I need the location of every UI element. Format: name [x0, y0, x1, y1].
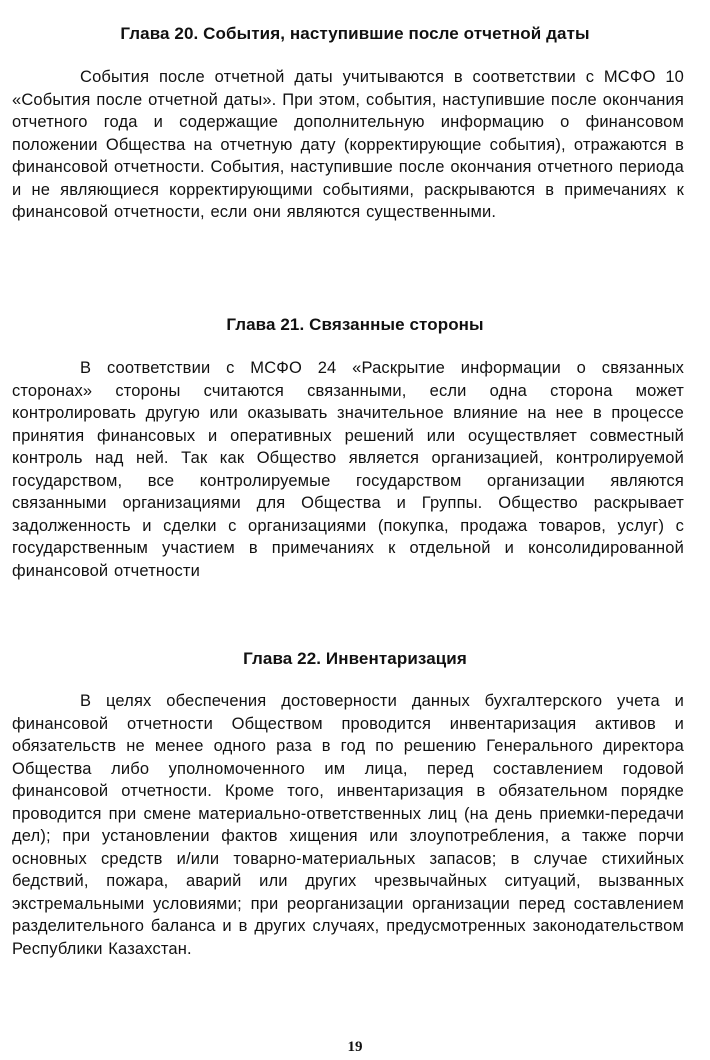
chapter-20-heading: Глава 20. События, наступившие после отчетной даты	[120, 24, 590, 43]
page-number: 19	[347, 1039, 363, 1055]
chapter-21-paragraph: В соответствии с МСФО 24 «Раскрытие информации о связанных сторонах» стороны считаются связанными, если одна сторона может контролировать другую или оказывать значительное влияние на нее в процессе принятия финансовых и оперативных решений или осуществляет совместный контроль над ней. Так как Общество является организацией, контролируемой государством, все контролируемые государством организации являются связанными организациями для Общества и Группы. Общество раскрывает задолженность и сделки с организациями (покупка, продажа товаров, услуг) с государственным участием в примечаниях к отдельной и консолидированной финансовой отчетности	[12, 359, 684, 580]
chapter-21-heading: Глава 21. Связанные стороны	[226, 315, 484, 334]
chapter-20-paragraph: События после отчетной даты учитываются в соответствии с МСФО 10 «События после отчетной даты». При этом, события, наступившие после окончания отчетного года и содержащие дополнительную информацию о финансовом положении Общества на отчетную дату (корректирующие события), отражаются в финансовой отчетности. События, наступившие после окончания отчетного периода и не являющиеся корректирующими событиями, раскрываются в примечаниях к финансовой отчетности, если они являются существенными.	[12, 68, 684, 221]
chapter-22-paragraph: В целях обеспечения достоверности данных бухгалтерского учета и финансовой отчетности Обществом проводится инвентаризация активов и обязательств не менее одного раза в год по решению Генерального директора Общества либо уполномоченного им лица, перед составлением годовой финансовой отчетности. Кроме того, инвентаризация в обязательном порядке проводится при смене материально-ответственных лиц (на день приемки-передачи дел); при установлении фактов хищения или злоупотребления, а также порчи основных средств и/или товарно-материальных запасов; в случае стихийных бедствий, пожара, аварий или других чрезвычайных ситуаций, вызванных экстремальными условиями; при реорганизации организации перед составлением разделительного баланса и в других случаях, предусмотренных законодательством Республики Казахстан.	[12, 692, 684, 958]
chapter-22-heading: Глава 22. Инвентаризация	[243, 649, 467, 668]
